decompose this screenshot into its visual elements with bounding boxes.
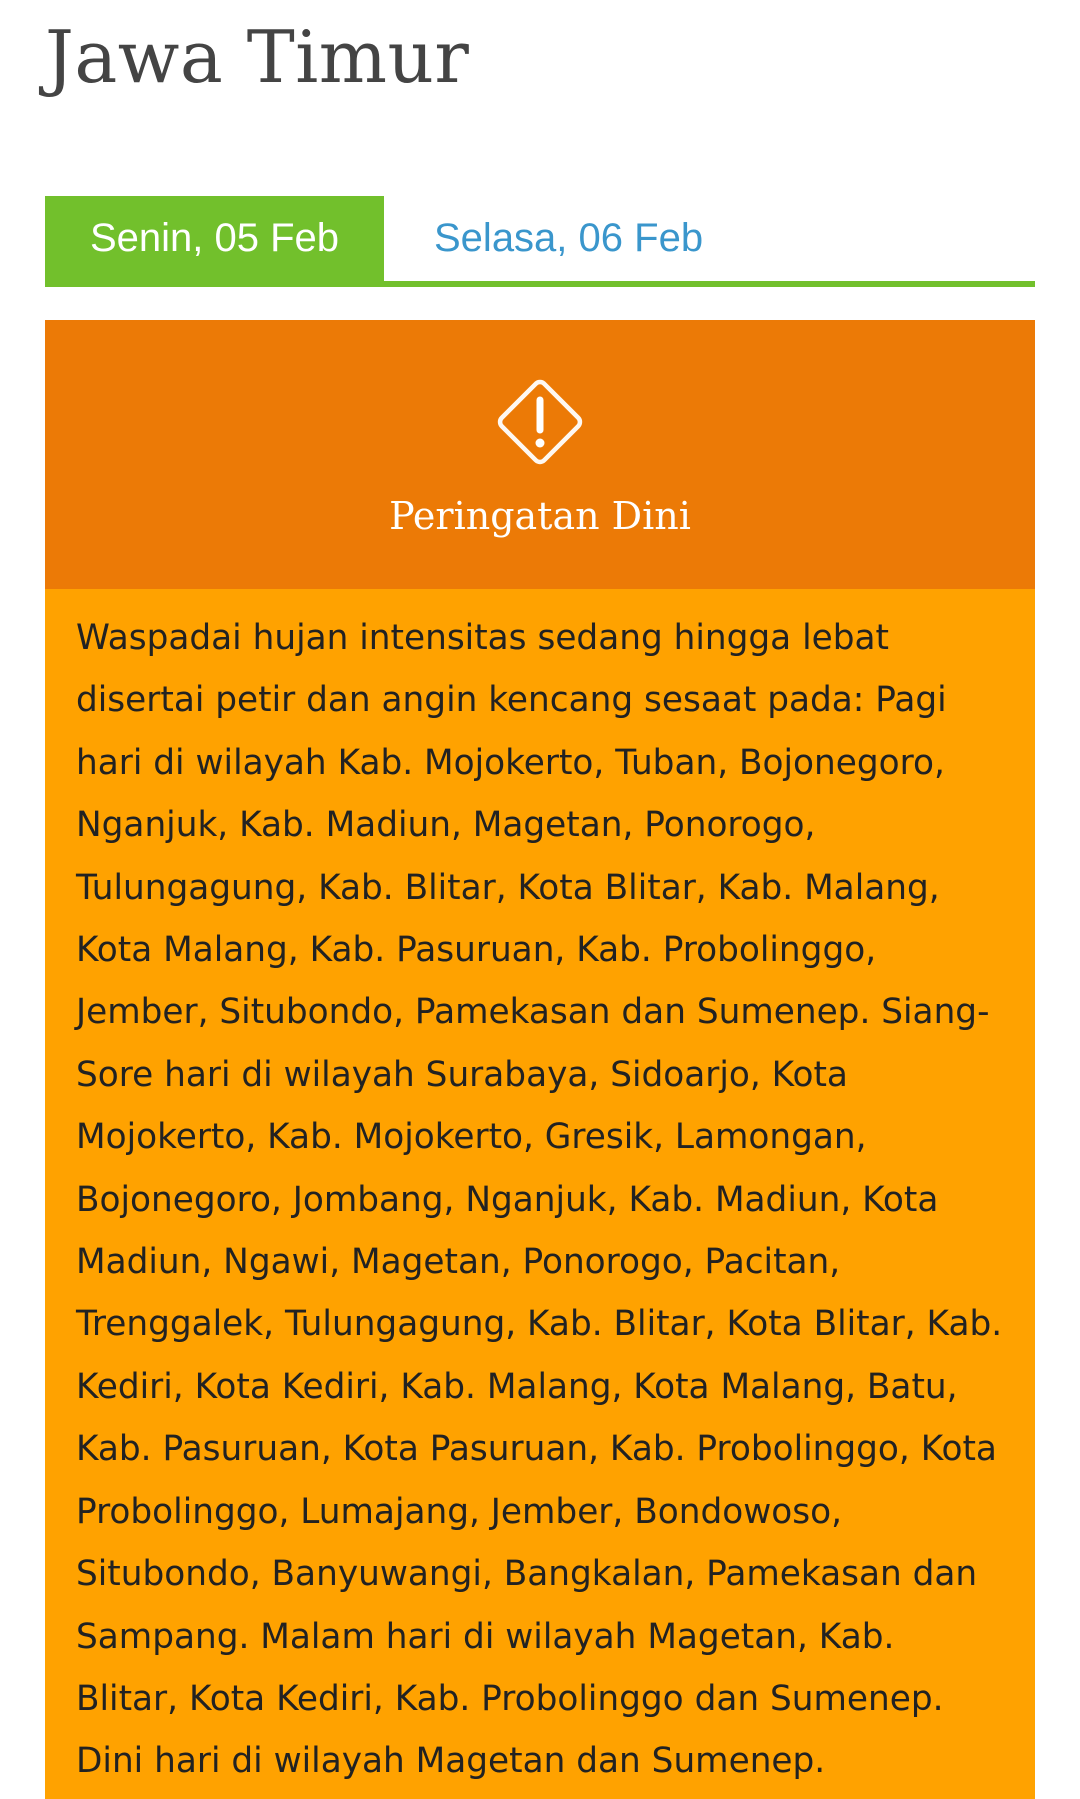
warning-title: Peringatan Dini	[389, 494, 691, 538]
warning-diamond-icon	[484, 366, 596, 478]
page-title: Jawa Timur	[45, 15, 470, 99]
tab-selasa-06-feb[interactable]: Selasa, 06 Feb	[434, 216, 704, 260]
tab-senin-05-feb[interactable]: Senin, 05 Feb	[45, 196, 384, 281]
warning-header	[45, 320, 1035, 589]
date-tabs	[45, 196, 1035, 287]
early-warning-card	[45, 320, 1035, 1799]
warning-description: Waspadai hujan intensitas sedang hingga lebat disertai petir dan angin kencang sesaat pada: Pagi hari di wilayah Kab. Mojokerto, Tuban, Bojonegoro, Nganjuk, Kab. Madiun, Magetan, Ponorogo, Tulungagung, Kab. Blitar, Kota Blitar, Kab. Malang, Kota Malang, Kab. Pasuruan, Kab. Probolinggo, Jember, Situbondo, Pamekasan dan Sumenep. Siang-Sore hari di wilayah Surabaya, Sidoarjo, Kota Mojokerto, Kab. Mojokerto, Gresik, Lamongan, Bojonegoro, Jombang, Nganjuk, Kab. Madiun, Kota Madiun, Ngawi, Magetan, Ponorogo, Pacitan, Trenggalek, Tulungagung, Kab. Blitar, Kota Blitar, Kab. Kediri, Kota Kediri, Kab. Malang, Kota Malang, Batu, Kab. Pasuruan, Kota Pasuruan, Kab. Probolinggo, Kota Probolinggo, Lumajang, Jember, Bondowoso, Situbondo, Banyuwangi, Bangkalan, Pamekasan dan Sampang. Malam hari di wilayah Magetan, Kab. Blitar, Kota Kediri, Kab. Probolinggo dan Sumenep. Dini hari di wilayah Magetan dan Sumenep.	[76, 618, 1003, 1782]
